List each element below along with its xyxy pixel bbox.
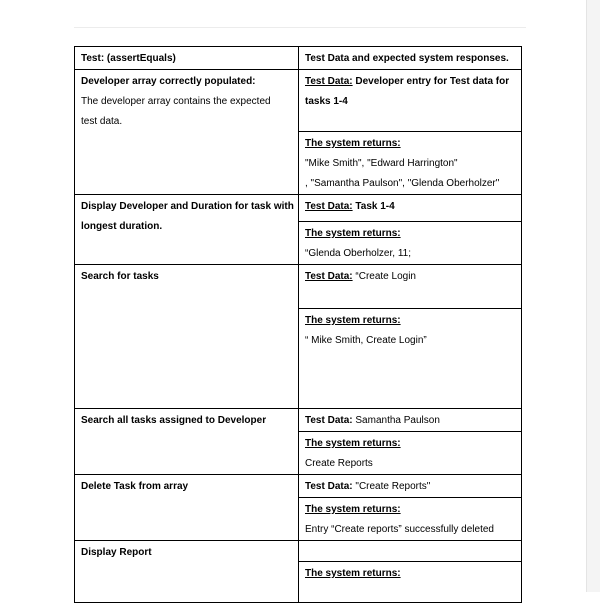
table-row xyxy=(75,541,522,562)
row3-title: Search for tasks xyxy=(81,271,159,282)
row5-test-data-label: Test Data: xyxy=(305,481,353,492)
row5-returns-value: Entry “Create reports” successfully deleted xyxy=(305,524,494,535)
header-row xyxy=(75,47,522,70)
table-row xyxy=(75,195,522,222)
row2-left xyxy=(75,195,299,265)
row1-returns-value-1: "Mike Smith", "Edward Harrington" xyxy=(305,158,458,169)
row2-returns-label: The system returns: xyxy=(305,228,401,239)
row1-left xyxy=(75,70,299,195)
row3-test-data xyxy=(299,265,522,309)
row3-test-data-label: Test Data: xyxy=(305,271,353,282)
row2-test-data-value: Task 1-4 xyxy=(352,201,395,212)
page-top-rule xyxy=(74,27,526,28)
row6-title: Display Report xyxy=(81,547,152,558)
row1-title: Developer array correctly populated: xyxy=(81,76,256,87)
row4-returns xyxy=(299,432,522,475)
row5-test-data-value: "Create Reports" xyxy=(352,481,431,492)
row1-body-1: The developer array contains the expected xyxy=(81,96,271,107)
row3-test-data-value: “Create Login xyxy=(352,271,416,282)
row6-returns xyxy=(299,562,522,603)
row4-returns-label: The system returns: xyxy=(305,438,401,449)
row3-returns-label: The system returns: xyxy=(305,315,401,326)
row1-returns xyxy=(299,132,522,195)
row5-test-data xyxy=(299,475,522,498)
header-left: Test: (assertEquals) xyxy=(75,47,299,70)
row2-title-1: Display Developer and Duration for task with xyxy=(81,201,294,212)
row4-returns-value: Create Reports xyxy=(305,458,373,469)
row2-returns-value: “Glenda Oberholzer, 11; xyxy=(305,248,411,259)
row1-test-data-value-2: tasks 1-4 xyxy=(305,96,348,107)
row2-test-data-label: Test Data: xyxy=(305,201,353,212)
row6-left xyxy=(75,541,299,603)
row4-test-data xyxy=(299,409,522,432)
row1-test-data-value-1: Developer entry for Test data for xyxy=(352,76,510,87)
row1-test-data xyxy=(299,70,522,132)
row1-returns-value-2: , "Samantha Paulson", "Glenda Oberholzer" xyxy=(305,178,500,189)
row2-returns xyxy=(299,222,522,265)
row1-body-2: test data. xyxy=(81,116,123,127)
row5-returns xyxy=(299,498,522,541)
row4-title: Search all tasks assigned to Developer xyxy=(81,415,267,426)
row3-returns xyxy=(299,309,522,409)
row1-returns-label: The system returns: xyxy=(305,138,401,149)
row4-left xyxy=(75,409,299,475)
header-right: Test Data and expected system responses. xyxy=(299,47,522,70)
table-row xyxy=(75,265,522,309)
row2-test-data xyxy=(299,195,522,222)
row5-title: Delete Task from array xyxy=(81,481,189,492)
row4-test-data-label: Test Data: xyxy=(305,415,353,426)
row1-test-data-label: Test Data: xyxy=(305,76,353,87)
row4-test-data-value: Samantha Paulson xyxy=(352,415,440,426)
page-edge xyxy=(586,0,600,592)
row2-title-2: longest duration. xyxy=(81,221,163,232)
table-row xyxy=(75,409,522,432)
table-row xyxy=(75,70,522,132)
row5-returns-label: The system returns: xyxy=(305,504,401,515)
row6-test-data xyxy=(299,541,522,562)
row5-left xyxy=(75,475,299,541)
table-row xyxy=(75,475,522,498)
row6-returns-label: The system returns: xyxy=(305,568,401,579)
row3-left xyxy=(75,265,299,409)
test-table xyxy=(74,46,522,603)
row3-returns-value: “ Mike Smith, Create Login” xyxy=(305,335,427,346)
